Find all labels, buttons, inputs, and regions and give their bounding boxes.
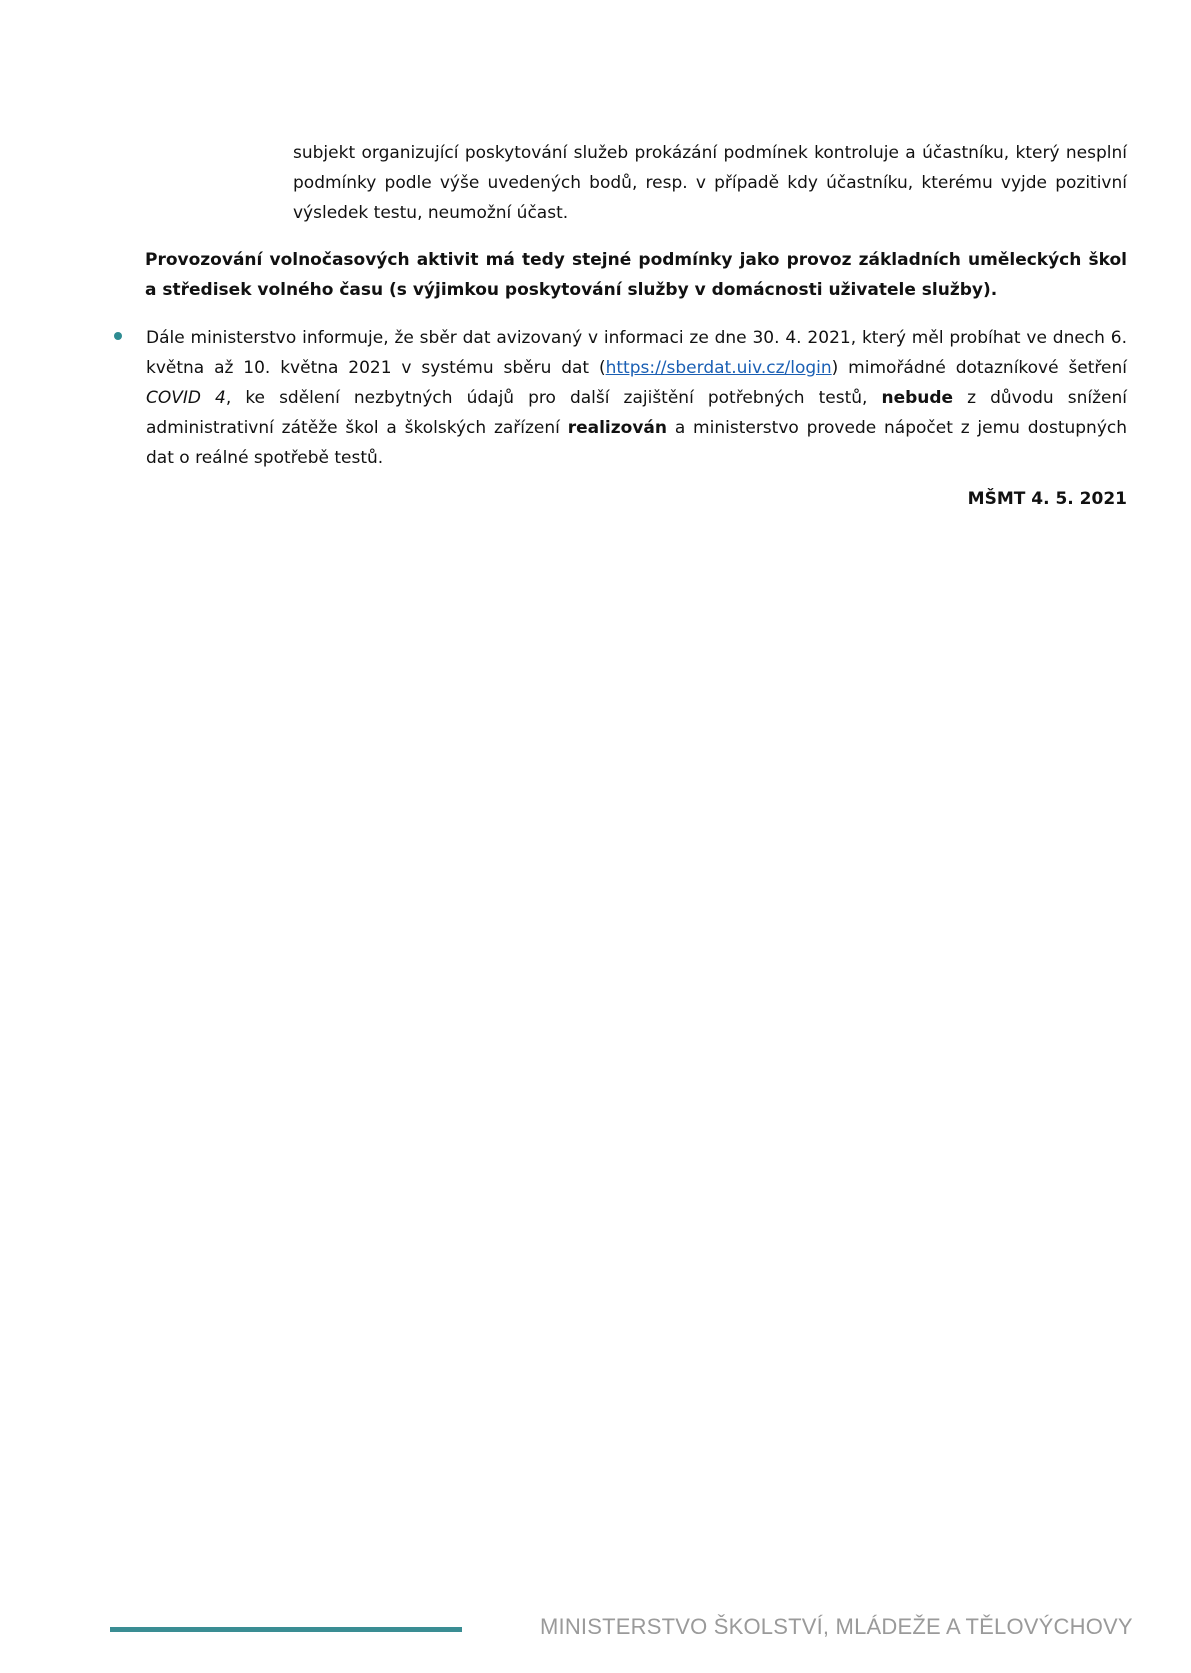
footer-accent-rule — [110, 1627, 462, 1632]
bold-realizovan: realizován — [567, 418, 667, 438]
sberdat-login-link[interactable]: https://sberdat.uiv.cz/login — [605, 358, 832, 378]
continued-paragraph: subjekt organizující poskytování služeb prokázání podmínek kontroluje a účastníku, který nesplní podmínky podle výše uvedených bodů, resp. v případě kdy účastníku, kterému vyjde pozitivní výsledek testu, neumožní účast. — [293, 143, 1127, 223]
bullet-text-part3: , ke sdělení nezbytných údajů pro další zajištění potřebných testů, — [225, 388, 882, 408]
bullet-dot-icon — [114, 332, 122, 340]
bullet-text-part5: a ministerstvo provede nápočet z jemu dostupných dat o reálné spotřebě testů. — [146, 418, 1128, 468]
bullet-text-part4: z důvodu snížení administrativní zátěže škol a školských zařízení — [146, 388, 1127, 438]
bold-nebude: nebude — [881, 388, 954, 408]
bold-summary-paragraph: Provozování volnočasových aktivit má tedy stejné podmínky jako provoz základních uměleckých škol a středisek volného času (s výjimkou poskytování služby v domácnosti uživatele služby). — [145, 250, 1127, 300]
bullet-text-part2: ) mimořádné dotazníkové šetření — [831, 358, 1127, 378]
signature-date: MŠMT 4. 5. 2021 — [967, 489, 1127, 509]
survey-name: COVID 4 — [146, 388, 226, 408]
bullet-text-part1: Dále ministerstvo informuje, že sběr dat avizovaný v informaci ze dne 30. 4. 2021, který měl probíhat ve dnech 6. května až 10. května 2021 v systému sběru dat ( — [146, 328, 1127, 378]
bullet-text — [146, 323, 1127, 473]
footer-ministry-name: MINISTERSTVO ŠKOLSTVÍ, MLÁDEŽE A TĚLOVÝCHOVY — [540, 1614, 1133, 1639]
